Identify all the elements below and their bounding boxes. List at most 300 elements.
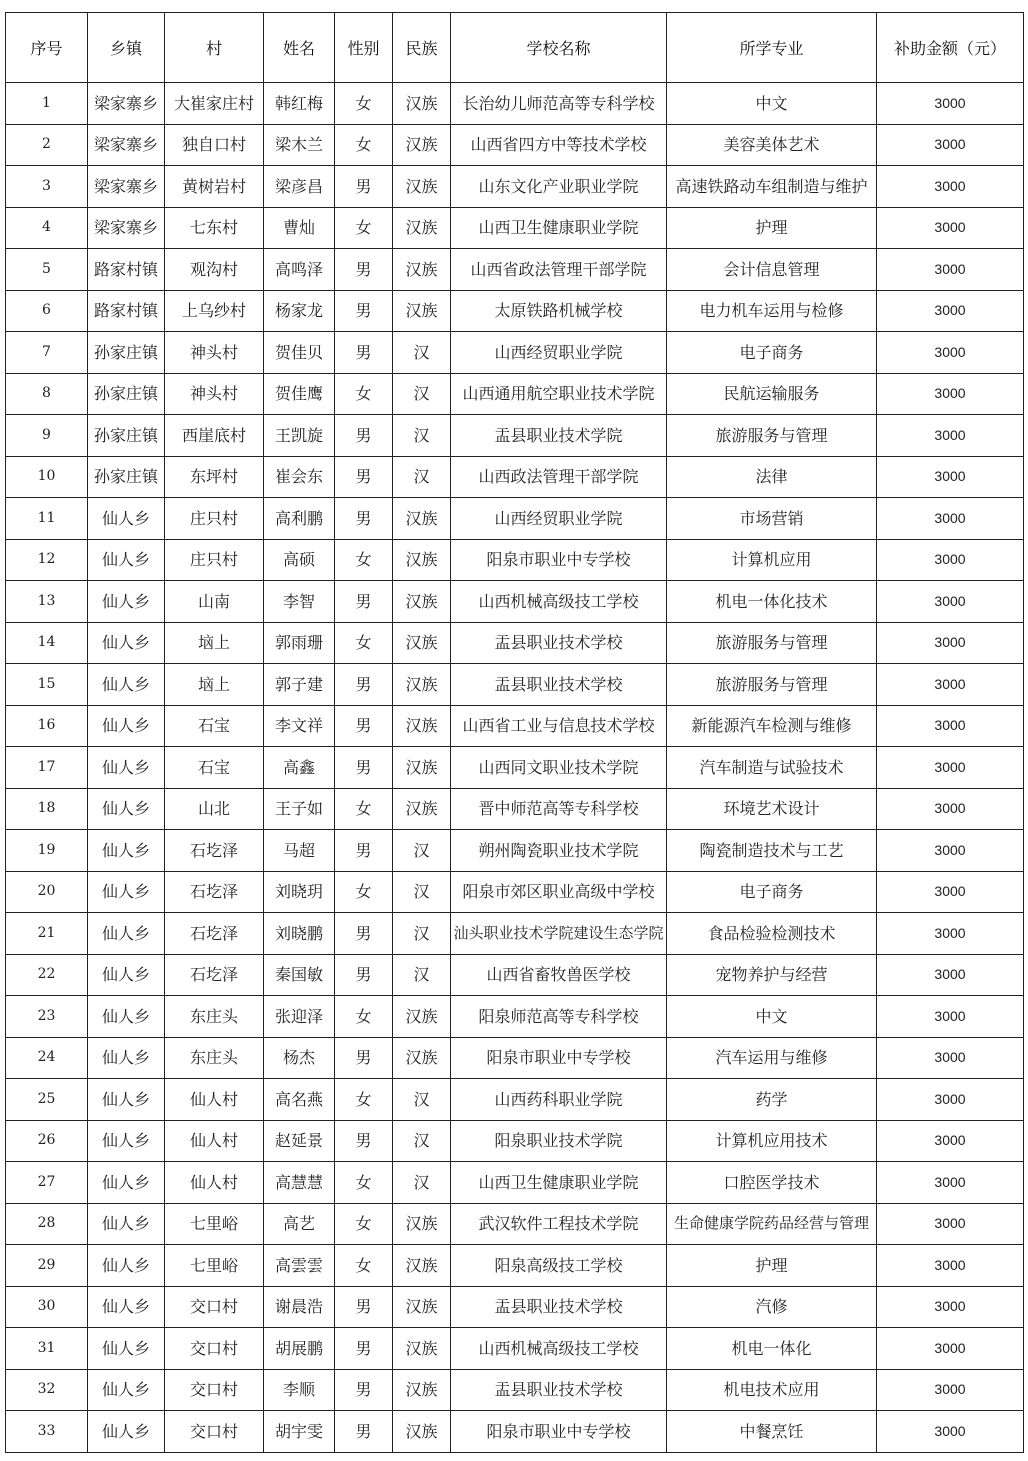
- cell-village: 东庄头: [165, 1037, 264, 1079]
- table-row: [6, 913, 1024, 955]
- cell-amount: 3000: [877, 1369, 1024, 1411]
- cell-township: 仙人乡: [88, 1037, 165, 1079]
- cell-township: 仙人乡: [88, 996, 165, 1038]
- cell-township: 仙人乡: [88, 1079, 165, 1121]
- cell-gender: 男: [335, 664, 393, 706]
- cell-ethnicity: 汉族: [393, 249, 451, 291]
- cell-major: 电子商务: [667, 871, 877, 913]
- cell-name: 高硕: [264, 539, 335, 581]
- table-row: [6, 207, 1024, 249]
- cell-name: 李智: [264, 581, 335, 623]
- cell-township: 仙人乡: [88, 747, 165, 789]
- cell-school: 山西省政法管理干部学院: [451, 249, 667, 291]
- cell-amount: 3000: [877, 249, 1024, 291]
- cell-major: 计算机应用技术: [667, 1120, 877, 1162]
- table-row: [6, 1079, 1024, 1121]
- cell-ethnicity: 汉族: [393, 539, 451, 581]
- cell-amount: 3000: [877, 1245, 1024, 1287]
- cell-name: 刘晓鹏: [264, 913, 335, 955]
- table-row: [6, 1203, 1024, 1245]
- cell-name: 贺佳鹰: [264, 373, 335, 415]
- cell-index: 7: [6, 332, 88, 374]
- cell-index: 5: [6, 249, 88, 291]
- cell-index: 14: [6, 622, 88, 664]
- table-row: [6, 830, 1024, 872]
- table-row: [6, 373, 1024, 415]
- cell-township: 仙人乡: [88, 788, 165, 830]
- cell-name: 杨家龙: [264, 290, 335, 332]
- table-row: [6, 996, 1024, 1038]
- cell-amount: 3000: [877, 1203, 1024, 1245]
- table-row: [6, 249, 1024, 291]
- cell-name: 韩红梅: [264, 83, 335, 125]
- cell-major: 旅游服务与管理: [667, 664, 877, 706]
- cell-amount: 3000: [877, 1411, 1024, 1453]
- cell-village: 观沟村: [165, 249, 264, 291]
- cell-school: 晋中师范高等专科学校: [451, 788, 667, 830]
- cell-name: 高艺: [264, 1203, 335, 1245]
- cell-village: 山南: [165, 581, 264, 623]
- cell-school: 山西机械高级技工学校: [451, 581, 667, 623]
- subsidy-table-sheet: [5, 12, 1024, 1453]
- cell-village: 东坪村: [165, 456, 264, 498]
- cell-index: 6: [6, 290, 88, 332]
- cell-ethnicity: 汉族: [393, 124, 451, 166]
- cell-township: 梁家寨乡: [88, 83, 165, 125]
- cell-ethnicity: 汉族: [393, 83, 451, 125]
- cell-major: 生命健康学院药品经营与管理: [667, 1203, 877, 1245]
- table-body: [6, 83, 1024, 1453]
- cell-gender: 男: [335, 498, 393, 540]
- cell-gender: 女: [335, 871, 393, 913]
- cell-gender: 女: [335, 788, 393, 830]
- cell-gender: 女: [335, 622, 393, 664]
- cell-amount: 3000: [877, 166, 1024, 208]
- cell-school: 山西机械高级技工学校: [451, 1328, 667, 1370]
- cell-amount: 3000: [877, 788, 1024, 830]
- cell-village: 交口村: [165, 1328, 264, 1370]
- cell-major: 机电一体化技术: [667, 581, 877, 623]
- cell-township: 梁家寨乡: [88, 124, 165, 166]
- cell-school: 盂县职业技术学校: [451, 1369, 667, 1411]
- cell-index: 22: [6, 954, 88, 996]
- cell-ethnicity: 汉族: [393, 290, 451, 332]
- cell-gender: 男: [335, 1369, 393, 1411]
- cell-ethnicity: 汉族: [393, 1328, 451, 1370]
- cell-gender: 女: [335, 1203, 393, 1245]
- cell-amount: 3000: [877, 1079, 1024, 1121]
- cell-index: 33: [6, 1411, 88, 1453]
- cell-ethnicity: 汉: [393, 1079, 451, 1121]
- cell-village: 庄只村: [165, 539, 264, 581]
- table-row: [6, 124, 1024, 166]
- cell-gender: 男: [335, 166, 393, 208]
- cell-township: 仙人乡: [88, 1369, 165, 1411]
- cell-name: 高利鹏: [264, 498, 335, 540]
- table-row: [6, 83, 1024, 125]
- cell-index: 13: [6, 581, 88, 623]
- cell-amount: 3000: [877, 83, 1024, 125]
- cell-school: 山西卫生健康职业学院: [451, 207, 667, 249]
- cell-gender: 男: [335, 249, 393, 291]
- cell-index: 11: [6, 498, 88, 540]
- header-amount: 补助金额（元）: [877, 13, 1024, 83]
- cell-township: 仙人乡: [88, 1162, 165, 1204]
- cell-name: 梁彦昌: [264, 166, 335, 208]
- cell-amount: 3000: [877, 1162, 1024, 1204]
- table-row: [6, 415, 1024, 457]
- cell-ethnicity: 汉: [393, 456, 451, 498]
- cell-village: 仙人村: [165, 1162, 264, 1204]
- cell-amount: 3000: [877, 415, 1024, 457]
- cell-amount: 3000: [877, 581, 1024, 623]
- cell-township: 仙人乡: [88, 954, 165, 996]
- cell-amount: 3000: [877, 871, 1024, 913]
- table-row: [6, 705, 1024, 747]
- cell-school: 长治幼儿师范高等专科学校: [451, 83, 667, 125]
- header-school: 学校名称: [451, 13, 667, 83]
- table-row: [6, 581, 1024, 623]
- cell-amount: 3000: [877, 539, 1024, 581]
- cell-name: 曹灿: [264, 207, 335, 249]
- cell-school: 山西同文职业技术学院: [451, 747, 667, 789]
- cell-school: 山西药科职业学院: [451, 1079, 667, 1121]
- cell-major: 机电一体化: [667, 1328, 877, 1370]
- cell-amount: 3000: [877, 996, 1024, 1038]
- cell-amount: 3000: [877, 332, 1024, 374]
- cell-name: 崔会东: [264, 456, 335, 498]
- cell-name: 李文祥: [264, 705, 335, 747]
- cell-village: 垴上: [165, 622, 264, 664]
- cell-major: 法律: [667, 456, 877, 498]
- cell-index: 23: [6, 996, 88, 1038]
- cell-village: 石宝: [165, 747, 264, 789]
- cell-gender: 男: [335, 954, 393, 996]
- table-row: [6, 788, 1024, 830]
- cell-township: 仙人乡: [88, 539, 165, 581]
- cell-name: 贺佳贝: [264, 332, 335, 374]
- table-row: [6, 954, 1024, 996]
- cell-gender: 女: [335, 1245, 393, 1287]
- header-index: 序号: [6, 13, 88, 83]
- cell-township: 仙人乡: [88, 1120, 165, 1162]
- cell-village: 石宝: [165, 705, 264, 747]
- cell-index: 9: [6, 415, 88, 457]
- cell-village: 垴上: [165, 664, 264, 706]
- cell-school: 盂县职业技术学院: [451, 415, 667, 457]
- table-header: [6, 13, 1024, 83]
- header-gender: 性别: [335, 13, 393, 83]
- cell-township: 仙人乡: [88, 664, 165, 706]
- cell-major: 旅游服务与管理: [667, 622, 877, 664]
- cell-gender: 男: [335, 830, 393, 872]
- cell-major: 口腔医学技术: [667, 1162, 877, 1204]
- cell-major: 市场营销: [667, 498, 877, 540]
- cell-gender: 男: [335, 1286, 393, 1328]
- cell-township: 仙人乡: [88, 581, 165, 623]
- cell-ethnicity: 汉族: [393, 622, 451, 664]
- cell-village: 石圪泽: [165, 913, 264, 955]
- cell-gender: 女: [335, 539, 393, 581]
- header-village: 村: [165, 13, 264, 83]
- header-major: 所学专业: [667, 13, 877, 83]
- cell-name: 李顺: [264, 1369, 335, 1411]
- cell-gender: 男: [335, 1037, 393, 1079]
- cell-village: 石圪泽: [165, 954, 264, 996]
- cell-name: 秦国敏: [264, 954, 335, 996]
- cell-amount: 3000: [877, 913, 1024, 955]
- cell-name: 王凯旋: [264, 415, 335, 457]
- cell-ethnicity: 汉: [393, 415, 451, 457]
- table-row: [6, 290, 1024, 332]
- cell-ethnicity: 汉族: [393, 166, 451, 208]
- cell-name: 赵延景: [264, 1120, 335, 1162]
- cell-gender: 男: [335, 705, 393, 747]
- cell-major: 汽车制造与试验技术: [667, 747, 877, 789]
- cell-name: 高鑫: [264, 747, 335, 789]
- cell-township: 仙人乡: [88, 1411, 165, 1453]
- header-row: [6, 13, 1024, 83]
- cell-index: 4: [6, 207, 88, 249]
- cell-school: 盂县职业技术学校: [451, 664, 667, 706]
- table-row: [6, 456, 1024, 498]
- cell-township: 仙人乡: [88, 498, 165, 540]
- cell-township: 孙家庄镇: [88, 332, 165, 374]
- cell-village: 山北: [165, 788, 264, 830]
- header-township: 乡镇: [88, 13, 165, 83]
- cell-gender: 男: [335, 1411, 393, 1453]
- cell-village: 独自口村: [165, 124, 264, 166]
- cell-ethnicity: 汉族: [393, 1037, 451, 1079]
- cell-school: 太原铁路机械学校: [451, 290, 667, 332]
- cell-amount: 3000: [877, 830, 1024, 872]
- cell-gender: 女: [335, 83, 393, 125]
- cell-gender: 男: [335, 456, 393, 498]
- cell-township: 仙人乡: [88, 1286, 165, 1328]
- cell-school: 山西通用航空职业技术学院: [451, 373, 667, 415]
- cell-index: 2: [6, 124, 88, 166]
- cell-village: 大崔家庄村: [165, 83, 264, 125]
- cell-gender: 女: [335, 124, 393, 166]
- cell-ethnicity: 汉: [393, 332, 451, 374]
- cell-village: 神头村: [165, 373, 264, 415]
- cell-index: 16: [6, 705, 88, 747]
- cell-major: 机电技术应用: [667, 1369, 877, 1411]
- cell-index: 10: [6, 456, 88, 498]
- cell-major: 护理: [667, 207, 877, 249]
- cell-name: 高鸣泽: [264, 249, 335, 291]
- cell-amount: 3000: [877, 207, 1024, 249]
- cell-major: 会计信息管理: [667, 249, 877, 291]
- cell-township: 路家村镇: [88, 290, 165, 332]
- cell-index: 28: [6, 1203, 88, 1245]
- cell-school: 山西政法管理干部学院: [451, 456, 667, 498]
- cell-ethnicity: 汉族: [393, 1411, 451, 1453]
- cell-township: 梁家寨乡: [88, 207, 165, 249]
- cell-ethnicity: 汉族: [393, 581, 451, 623]
- cell-ethnicity: 汉族: [393, 747, 451, 789]
- cell-amount: 3000: [877, 290, 1024, 332]
- cell-index: 3: [6, 166, 88, 208]
- cell-name: 胡宇雯: [264, 1411, 335, 1453]
- cell-gender: 女: [335, 1162, 393, 1204]
- cell-amount: 3000: [877, 1328, 1024, 1370]
- cell-name: 王子如: [264, 788, 335, 830]
- cell-ethnicity: 汉: [393, 1162, 451, 1204]
- cell-major: 环境艺术设计: [667, 788, 877, 830]
- cell-amount: 3000: [877, 373, 1024, 415]
- cell-school: 山西卫生健康职业学院: [451, 1162, 667, 1204]
- cell-ethnicity: 汉族: [393, 207, 451, 249]
- cell-ethnicity: 汉族: [393, 1245, 451, 1287]
- cell-township: 孙家庄镇: [88, 415, 165, 457]
- cell-gender: 男: [335, 913, 393, 955]
- cell-amount: 3000: [877, 1037, 1024, 1079]
- cell-ethnicity: 汉族: [393, 498, 451, 540]
- cell-township: 仙人乡: [88, 830, 165, 872]
- cell-major: 计算机应用: [667, 539, 877, 581]
- cell-gender: 男: [335, 1328, 393, 1370]
- cell-school: 山东文化产业职业学院: [451, 166, 667, 208]
- cell-index: 31: [6, 1328, 88, 1370]
- cell-amount: 3000: [877, 705, 1024, 747]
- cell-index: 26: [6, 1120, 88, 1162]
- cell-ethnicity: 汉: [393, 913, 451, 955]
- cell-school: 阳泉市职业中专学校: [451, 1411, 667, 1453]
- cell-major: 美容美体艺术: [667, 124, 877, 166]
- cell-gender: 女: [335, 207, 393, 249]
- cell-township: 仙人乡: [88, 622, 165, 664]
- cell-name: 高雲雲: [264, 1245, 335, 1287]
- table-row: [6, 1037, 1024, 1079]
- cell-major: 宠物养护与经营: [667, 954, 877, 996]
- table-row: [6, 1411, 1024, 1453]
- table-row: [6, 1162, 1024, 1204]
- cell-name: 杨杰: [264, 1037, 335, 1079]
- cell-school: 武汉软件工程技术学院: [451, 1203, 667, 1245]
- cell-name: 高名燕: [264, 1079, 335, 1121]
- cell-school: 阳泉高级技工学校: [451, 1245, 667, 1287]
- table-row: [6, 1286, 1024, 1328]
- cell-index: 30: [6, 1286, 88, 1328]
- header-ethnicity: 民族: [393, 13, 451, 83]
- cell-township: 仙人乡: [88, 705, 165, 747]
- cell-gender: 男: [335, 1120, 393, 1162]
- cell-index: 27: [6, 1162, 88, 1204]
- cell-name: 郭子建: [264, 664, 335, 706]
- cell-name: 梁木兰: [264, 124, 335, 166]
- cell-ethnicity: 汉族: [393, 1369, 451, 1411]
- header-name: 姓名: [264, 13, 335, 83]
- cell-village: 七东村: [165, 207, 264, 249]
- cell-ethnicity: 汉族: [393, 664, 451, 706]
- cell-major: 中文: [667, 996, 877, 1038]
- cell-ethnicity: 汉族: [393, 705, 451, 747]
- cell-major: 药学: [667, 1079, 877, 1121]
- table-row: [6, 871, 1024, 913]
- cell-school: 阳泉师范高等专科学校: [451, 996, 667, 1038]
- table-row: [6, 1245, 1024, 1287]
- cell-index: 17: [6, 747, 88, 789]
- cell-index: 19: [6, 830, 88, 872]
- cell-gender: 男: [335, 747, 393, 789]
- cell-amount: 3000: [877, 1120, 1024, 1162]
- cell-village: 庄只村: [165, 498, 264, 540]
- cell-index: 15: [6, 664, 88, 706]
- cell-school: 盂县职业技术学校: [451, 622, 667, 664]
- cell-name: 高慧慧: [264, 1162, 335, 1204]
- cell-gender: 男: [335, 581, 393, 623]
- cell-school: 阳泉职业技术学院: [451, 1120, 667, 1162]
- cell-index: 29: [6, 1245, 88, 1287]
- cell-village: 石圪泽: [165, 871, 264, 913]
- cell-village: 上乌纱村: [165, 290, 264, 332]
- cell-school: 阳泉市郊区职业高级中学校: [451, 871, 667, 913]
- cell-name: 张迎泽: [264, 996, 335, 1038]
- cell-major: 电力机车运用与检修: [667, 290, 877, 332]
- cell-index: 18: [6, 788, 88, 830]
- cell-index: 25: [6, 1079, 88, 1121]
- cell-major: 中文: [667, 83, 877, 125]
- cell-school: 阳泉市职业中专学校: [451, 539, 667, 581]
- cell-ethnicity: 汉族: [393, 788, 451, 830]
- table-row: [6, 747, 1024, 789]
- cell-major: 电子商务: [667, 332, 877, 374]
- cell-township: 仙人乡: [88, 1203, 165, 1245]
- cell-school: 汕头职业技术学院建设生态学院: [451, 913, 667, 955]
- cell-township: 孙家庄镇: [88, 373, 165, 415]
- cell-township: 仙人乡: [88, 913, 165, 955]
- cell-major: 陶瓷制造技术与工艺: [667, 830, 877, 872]
- cell-ethnicity: 汉族: [393, 996, 451, 1038]
- cell-index: 8: [6, 373, 88, 415]
- cell-index: 21: [6, 913, 88, 955]
- cell-ethnicity: 汉: [393, 954, 451, 996]
- cell-school: 山西经贸职业学院: [451, 498, 667, 540]
- cell-major: 中餐烹饪: [667, 1411, 877, 1453]
- cell-ethnicity: 汉: [393, 1120, 451, 1162]
- cell-village: 交口村: [165, 1369, 264, 1411]
- cell-name: 胡展鹏: [264, 1328, 335, 1370]
- cell-village: 交口村: [165, 1286, 264, 1328]
- cell-index: 1: [6, 83, 88, 125]
- cell-ethnicity: 汉族: [393, 1203, 451, 1245]
- cell-gender: 女: [335, 996, 393, 1038]
- cell-gender: 女: [335, 1079, 393, 1121]
- cell-amount: 3000: [877, 747, 1024, 789]
- table-row: [6, 664, 1024, 706]
- cell-amount: 3000: [877, 954, 1024, 996]
- cell-township: 仙人乡: [88, 1328, 165, 1370]
- cell-township: 路家村镇: [88, 249, 165, 291]
- cell-township: 梁家寨乡: [88, 166, 165, 208]
- cell-school: 阳泉市职业中专学校: [451, 1037, 667, 1079]
- cell-village: 仙人村: [165, 1120, 264, 1162]
- cell-township: 仙人乡: [88, 871, 165, 913]
- cell-school: 山西经贸职业学院: [451, 332, 667, 374]
- cell-major: 民航运输服务: [667, 373, 877, 415]
- cell-gender: 男: [335, 415, 393, 457]
- cell-name: 郭雨珊: [264, 622, 335, 664]
- table-row: [6, 498, 1024, 540]
- cell-township: 仙人乡: [88, 1245, 165, 1287]
- cell-amount: 3000: [877, 498, 1024, 540]
- table-row: [6, 1328, 1024, 1370]
- cell-township: 孙家庄镇: [88, 456, 165, 498]
- cell-name: 谢晨浩: [264, 1286, 335, 1328]
- cell-ethnicity: 汉: [393, 830, 451, 872]
- cell-village: 东庄头: [165, 996, 264, 1038]
